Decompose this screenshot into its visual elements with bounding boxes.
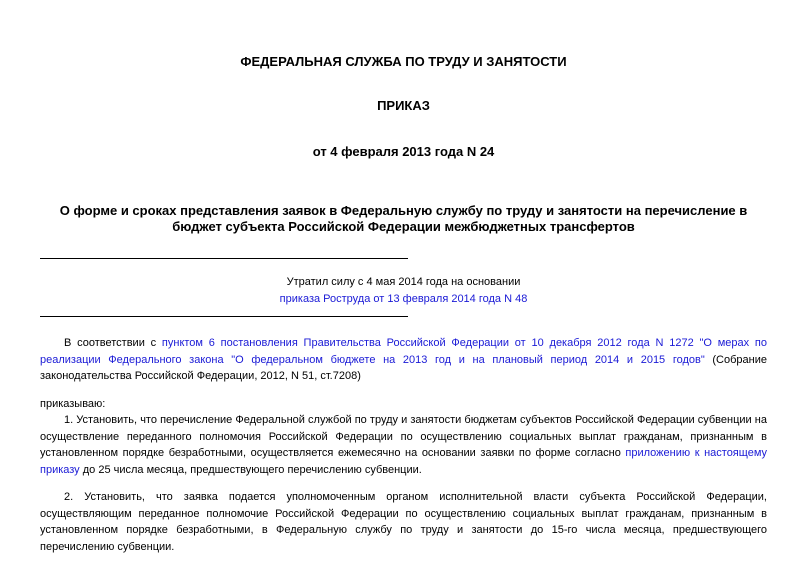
intro-suffix: (Собрание законодательства Российской Федерации, 2012, N 51, ст.7208) (40, 353, 767, 382)
item-1-paragraph (40, 412, 767, 478)
intro-paragraph (40, 335, 767, 385)
repeal-order-link[interactable]: приказа Роструда от 13 февраля 2014 года N 48 (279, 293, 528, 305)
status-top-divider (40, 258, 408, 259)
item-1-suffix: до 25 числа месяца, предшествующего перечислению субвенции. (79, 463, 422, 476)
document-date: от 4 февраля 2013 года N 24 (312, 144, 495, 159)
status-line: Утратил силу с 4 мая 2014 года на основании (286, 276, 521, 288)
item-2-paragraph: 2. Установить, что заявка подается уполномоченным органом исполнительной власти субъекта Российской Федерации, осуществляющим переданное полномочие Российской Федерации по осуществлению социальных выплат гражданам, признанным в установленном порядке безработными, в Федеральную службу по труду и занятости до 15-го числа месяца, предшествующего перечислению субвенции. (40, 491, 767, 553)
document-title: О форме и сроках представления заявок в Федеральную службу по труду и занятости на перечисление в бюджет субъекта Российской Федерации межбюджетных трансфертов (59, 203, 748, 234)
agency-name: ФЕДЕРАЛЬНАЯ СЛУЖБА ПО ТРУДУ И ЗАНЯТОСТИ (240, 54, 567, 69)
order-word: приказываю: (40, 398, 106, 410)
status-bottom-divider (40, 316, 408, 317)
intro-prefix: В соответствии с (64, 337, 162, 349)
resolution-link[interactable]: пунктом 6 постановления Правительства Российской Федерации от 10 декабря 2012 года N 1272 "О мерах по реализации Федерального закона "О федеральном бюджете на 2013 год и на плановый период 2014 и 2015 годов" (40, 337, 768, 366)
appendix-link[interactable]: приложению к настоящему приказу (40, 447, 767, 476)
status-link-line (40, 291, 767, 307)
item-1-prefix: 1. Установить, что перечисление Федеральной службой по труду и занятости бюджетам субъектов Российской Федерации субвенции на осуществление переданного полномочия Российской Федерации по осуществлению социальных выплат гражданам, признанным в установленном порядке безработными, осуществляется ежемесячно на основании заявки по форме согласно (40, 414, 767, 459)
document-type: ПРИКАЗ (377, 98, 430, 113)
